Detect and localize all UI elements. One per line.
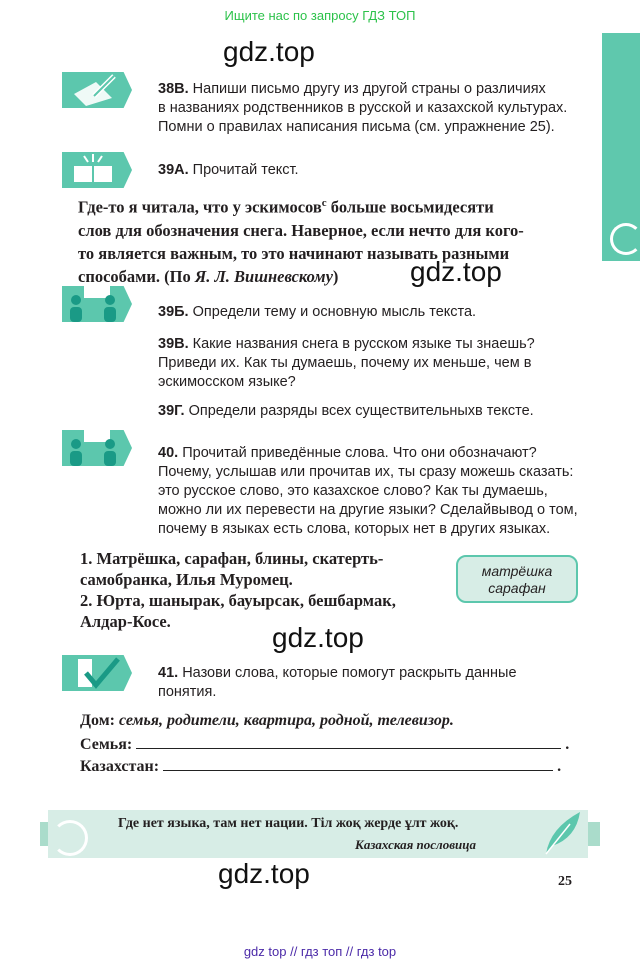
top-banner[interactable]: Ищите нас по запросу ГДЗ ТОП <box>224 8 416 23</box>
task-40 <box>158 444 580 539</box>
semya-line <box>80 736 569 754</box>
author-name: Я. Л. Вишневскому <box>194 266 333 286</box>
task-text: Прочитай текст. <box>192 162 299 178</box>
task-number: 39В. <box>158 336 189 352</box>
reading-line: ) <box>332 266 339 286</box>
book-icon <box>62 152 132 188</box>
discussion-icon <box>62 286 132 322</box>
dom-line <box>80 712 454 730</box>
reading-line: слов для обозначения снега. Наверное, если нечто для кого- <box>78 220 524 240</box>
task-number: 39А. <box>158 162 189 178</box>
task-number: 40. <box>158 445 179 461</box>
bubble-word: сарафан <box>488 580 546 596</box>
task-number: 41. <box>158 665 179 681</box>
task-text: Назови слова, которые помогут раскрыть данные <box>182 665 517 681</box>
task-39v <box>158 335 580 392</box>
watermark: gdz.top <box>218 858 310 889</box>
task-text: Напиши письмо другу из другой страны о различиях <box>192 81 546 97</box>
task-39g <box>158 402 534 421</box>
task-text: понятия. <box>158 684 217 700</box>
task-39b <box>158 303 476 322</box>
task-number: 39Г. <box>158 403 185 419</box>
task-text: Почему, услышав или прочитав их, ты сразу можешь сказать: <box>158 464 574 480</box>
bubble-word: матрёшка <box>481 563 553 579</box>
reading-line: больше восьмидесяти <box>326 197 494 217</box>
task-39a <box>158 161 299 180</box>
discussion-icon <box>62 430 132 466</box>
semya-label: Семья: <box>80 736 133 753</box>
task-41 <box>158 664 580 702</box>
watermark: gdz.top <box>410 256 502 287</box>
line-end: . <box>565 736 570 753</box>
swirl-icon <box>610 223 640 255</box>
feather-icon <box>540 808 586 861</box>
proverb-text: Где нет языка, там нет нации. Тіл жоқ жерде ұлт жоқ. <box>118 816 459 831</box>
word-line: 1. Матрёшка, сарафан, блины, скатерть- <box>80 549 384 568</box>
page-number: 25 <box>558 874 572 889</box>
task-text: Определи тему и основную мысль текста. <box>192 304 477 320</box>
reading-text <box>78 192 578 288</box>
word-line: Алдар-Косе. <box>80 612 171 631</box>
task-text: почему в языках есть слова, которых нет в других языках. <box>158 521 551 537</box>
side-tab <box>602 33 640 261</box>
word-line: 2. Юрта, шанырак, бауырсак, бешбармак, <box>80 591 396 610</box>
dom-value: семья, родители, квартира, родной, телевизор. <box>118 712 454 729</box>
kaz-line <box>80 758 561 776</box>
task-38v <box>158 80 580 137</box>
proverb-source: Казахская пословица <box>355 837 476 852</box>
task-number: 39Б. <box>158 304 189 320</box>
task-text: Прочитай приведённые слова. Что они обозначают? <box>182 445 537 461</box>
task-text: можно ли их перевести на другие языки? Сделайвывод о том, <box>158 502 578 518</box>
pencil-icon <box>62 72 132 108</box>
word-list <box>80 548 396 632</box>
task-text: Помни о правилах написания письма (см. упражнение 25). <box>158 119 555 135</box>
reading-line: то является важным, то это начинают называть разными <box>78 243 510 263</box>
watermark: gdz.top <box>223 36 315 67</box>
answer-blank[interactable] <box>136 748 561 749</box>
footnote-mark: с <box>321 197 327 209</box>
answer-blank[interactable] <box>163 770 553 771</box>
task-text: Приведи их. Как ты думаешь, почему их меньше, чем в <box>158 355 532 371</box>
swirl-icon <box>52 820 88 856</box>
task-number: 38В. <box>158 81 189 97</box>
dom-label: Дом: <box>80 712 115 729</box>
word-bubble <box>456 555 578 603</box>
reading-line: Где-то я читала, что у эскимосов <box>78 197 322 217</box>
task-text: Определи разряды всех существительныхв тексте. <box>188 403 534 419</box>
task-text: Какие названия снега в русском языке ты знаешь? <box>192 336 535 352</box>
reading-line: способами. (По <box>78 266 195 286</box>
checkmark-icon <box>62 655 132 691</box>
watermark: gdz.top <box>272 622 364 653</box>
word-line: самобранка, Илья Муромец. <box>80 570 293 589</box>
task-text: эскимосском языке? <box>158 374 296 390</box>
kaz-label: Казахстан: <box>80 758 160 775</box>
footer-links[interactable]: gdz top // гдз топ // гдз top <box>243 944 397 959</box>
line-end: . <box>557 758 562 775</box>
task-text: в названиях родственников в русской и казахской культурах. <box>158 100 568 116</box>
task-text: это русское слово, это казахское слово? Как ты думаешь, <box>158 483 548 499</box>
